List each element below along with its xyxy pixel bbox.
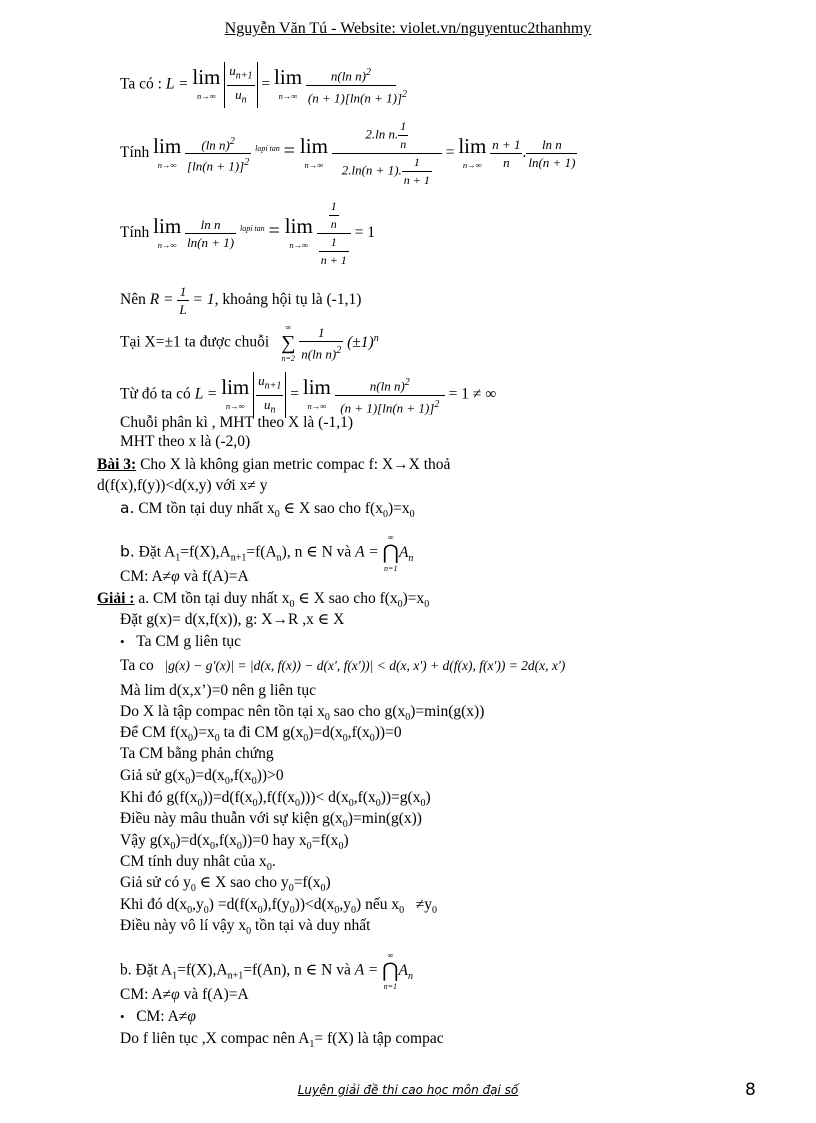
- giai-bullet1: • Ta CM g liên tục: [120, 633, 242, 650]
- text: ,y: [339, 896, 352, 913]
- text: sao cho g(x: [329, 703, 406, 720]
- text: a. CM tồn tại duy nhất x: [134, 590, 290, 607]
- giai-cm: CM: A≠φ và f(A)=A: [120, 986, 249, 1003]
- text: ,f(x: [353, 789, 376, 806]
- text: và f(A)=A: [179, 986, 249, 1003]
- text: Ta co: [120, 657, 154, 674]
- text: =f(An), n: [243, 961, 302, 979]
- text: d(f(x),f(y))<d(x,y) với x: [97, 477, 248, 494]
- giai-a: Giải : a. CM tồn tại duy nhất $x_0$ ∈ X sao cho $f(x_0)=x_0$: [97, 590, 430, 611]
- text: Khi đó d(x: [120, 896, 188, 913]
- text: ,f(x: [229, 767, 252, 784]
- text-chuoi: Chuỗi phân kì , MHT theo X là (-1,1): [120, 414, 354, 431]
- text: Do X là tập compac nên tồn tại x: [120, 703, 325, 720]
- giai-dieunay: Điều này mâu thuẫn với sự kiện $g(x_0)=\min(g(x))$: [120, 810, 422, 831]
- text-mht: MHT theo x là (-2,0): [120, 433, 251, 450]
- text: Để CM f(x: [120, 724, 189, 741]
- text: =f(x: [311, 832, 339, 849]
- giai-b: b. Đặt $A_1=f(X),A_{n+1}=f(An)$, n ∈ N và A = ∞ ⋂ n=1 $A_n$: [120, 951, 413, 991]
- giai-taco: Ta co |g(x) − g'(x)| = |d(x, f(x)) − d(x', f(x'))| < d(x, x') + d(f(x), f(x')) = 2d(x, x'): [120, 657, 566, 674]
- text: N và: [317, 543, 352, 561]
- eq-taco: Ta có : L = lim n→∞ $\frac{u_{n+1}}{u_n}$ = lim n→∞ $\frac{n(\ln n)^2}{(n + 1)[\ln(n + 1)]^2}$: [120, 62, 396, 108]
- text: )))< d(x: [300, 789, 349, 806]
- text: =f(X),A: [177, 961, 228, 979]
- giai-ma: Mà lim d(x,x’)=0 nên g liên tục: [120, 682, 316, 699]
- text: )=min(g(x)): [410, 703, 485, 720]
- bai3-a: a. CM tồn tại duy nhất $x_0$ ∈ X sao cho $f(x_0)=x_0$: [120, 499, 415, 521]
- giai-label: Giải :: [97, 590, 135, 607]
- giai-giasu-y: Giả sử có $y_0$ ∈ X sao cho $y_0=f(x_0)$: [120, 874, 331, 895]
- text: X: [329, 611, 345, 628]
- text: CM: A: [120, 986, 163, 1003]
- giai-bullet2: • CM: A≠φ: [120, 1008, 196, 1025]
- text: Nên: [120, 291, 146, 309]
- page-header: Nguyễn Văn Tú - Website: violet.vn/nguyentuc2thanhmy: [224, 20, 592, 37]
- text: a.: [120, 499, 135, 517]
- text: =f(X),A: [180, 543, 231, 561]
- text: )=x: [387, 500, 410, 517]
- text: CM tính duy nhât của x: [120, 853, 267, 870]
- text: =f(x: [293, 874, 321, 891]
- text: ,f(x: [347, 724, 370, 741]
- giai-phanchung: Ta CM bằng phản chứng: [120, 745, 274, 762]
- text: ) nếu x: [356, 896, 400, 913]
- text: ) =d(f(x: [208, 896, 258, 913]
- giai-duynhat: CM tính duy nhât của $x_0$.: [120, 853, 276, 874]
- page-footer: Luyện giải đề thi cao học môn đại số: [297, 1083, 519, 1097]
- giai-dof: Do f liên tục ,X compac nên $A_1= f(X)$ là tập compac: [120, 1030, 444, 1051]
- giai-voli: Điều này vô lí vậy $x_0$ tồn tại và duy nhất: [120, 917, 371, 938]
- eq-nen: Nên R = $\frac{1}{L}$ = 1, khoảng hội tụ là (-1,1): [120, 284, 362, 317]
- eq-tinh1: Tính lim n→∞ $\frac{(\ln n)^2}{[\ln(n + 1)]^2}$ $^{lopí tan}$ = lim n→∞ 2.ln n. $\frac{1}{n}$ 2.ln(n + 1). $\frac{1}{n + 1}$ = lim n→∞ $\frac{n + 1}{n}$ . $\frac{\text{ln n}}{\ln(n + 1)}$: [120, 119, 576, 187]
- text: b. Đặt A: [120, 961, 173, 979]
- text: .: [271, 853, 276, 870]
- bai3-title: Bài 3: Cho X là không gian metric compac f: X→X thoả: [97, 456, 451, 473]
- text: ))<d(x: [294, 896, 335, 913]
- bai3-condition: d(f(x),f(y))<d(x,y) với x≠ y: [97, 477, 268, 494]
- text: N và: [317, 961, 351, 979]
- text: Điều này vô lí vậy x: [120, 917, 247, 934]
- text: X sao cho f(x: [309, 590, 398, 607]
- text: ))=d(f(x: [202, 789, 253, 806]
- giai-vay: Vậy $g(x_0)=d(x_0,f(x_0))=0$ hay $x_0=f(x_0)$: [120, 832, 349, 853]
- text: R ,x: [288, 611, 314, 628]
- text: Tại X=: [120, 333, 165, 351]
- text: Giả sử g(x: [120, 767, 186, 784]
- text: Từ đó ta có: [120, 385, 191, 403]
- text: )=d(x: [308, 724, 343, 741]
- text: CM tồn tại duy nhất x: [134, 500, 275, 517]
- text: và f(A)=A: [179, 568, 249, 585]
- text: ),f(y: [262, 896, 290, 913]
- text: Đặt g(x)= d(x,f(x)), g: X: [120, 611, 273, 628]
- text: ): [425, 789, 431, 806]
- giai-do: Do X là tập compac nên tồn tại $x_0$ sao cho $g(x_0)=\min(g(x))$: [120, 703, 485, 724]
- text: ta đi CM g(x: [219, 724, 304, 741]
- eq-tai: Tại X=±1 ta được chuỗi ∞ ∑ n=2 $\frac{1}{n(\ln n)^2}$ $(\pm 1)^n$: [120, 323, 379, 363]
- giai-dat: Đặt g(x)= d(x,f(x)), g: X→R ,x ∈ X: [120, 611, 345, 628]
- text: Khi đó g(f(x: [120, 789, 198, 806]
- text: y: [255, 477, 268, 494]
- page-number: 8: [745, 1080, 756, 1100]
- text: Vậy g(x: [120, 832, 171, 849]
- text: ))=0: [374, 724, 402, 741]
- text: CM: A: [136, 1008, 179, 1025]
- text: ,y: [192, 896, 204, 913]
- text: Điều này mâu thuẫn với sự kiện g(x: [120, 810, 343, 827]
- text: )=d(x: [190, 767, 225, 784]
- giai-khido: Khi đó $g(f(x_0))=d(f(x_0),f(f(x_0)))< d(x_0,f(x_0))=g(x_0)$: [120, 789, 431, 810]
- text: X sao cho y: [211, 874, 289, 891]
- text: = f(X) là tập compac: [314, 1030, 444, 1047]
- text: ): [343, 832, 349, 849]
- text: Đặt A: [134, 543, 176, 561]
- giai-giasu: Giả sử $g(x_0)=d(x_0,f(x_0))>0$: [120, 767, 284, 788]
- text: , khoảng hội tụ là (-1,1): [214, 291, 362, 309]
- bai3-label: Bài 3:: [97, 456, 137, 473]
- text: )=x: [402, 590, 425, 607]
- bai3-b: b. Đặt $A_1=f(X),A_{n+1}=f(A_n)$, n ∈ N và A = ∞ ⋂ n=1 $A_n$: [120, 533, 414, 573]
- giai-de: Để CM $f(x_0)=x_0$ ta đi CM $g(x_0)=d(x_0,f(x_0))=0$: [120, 724, 402, 745]
- text: Tính: [120, 144, 150, 162]
- giai-khido-y: Khi đó $d(x_0,y_0) =d(f(x_0),f(y_0))<d(x_0,y_0)$ nếu $x_0 \ne y_0$: [120, 896, 437, 917]
- text: Do f liên tục ,X compac nên A: [120, 1030, 310, 1047]
- text: ta được chuỗi: [184, 333, 270, 351]
- text: CM: A: [120, 568, 163, 585]
- text: =f(A: [246, 543, 277, 561]
- text: b.: [120, 542, 135, 561]
- text: ,f(x: [214, 832, 237, 849]
- text: tồn tại và duy nhất: [251, 917, 371, 934]
- text: y: [424, 896, 432, 913]
- text: ))>0: [256, 767, 284, 784]
- text: ))=0 hay x: [241, 832, 307, 849]
- text: Cho X là không gian metric compac f: X: [136, 456, 394, 473]
- text: ), n: [281, 543, 303, 561]
- eq-tinh2: Tính lim n→∞ $\frac{\text{ln n}}{\ln(n + 1)}$ $^{lopí tan}$ = lim n→∞ $\frac{\frac{1}{n}}{\frac{1}{n + 1}}$ = 1: [120, 199, 376, 267]
- text: Tính: [120, 224, 150, 242]
- text: )=min(g(x)): [347, 810, 422, 827]
- text: X thoả: [408, 456, 451, 473]
- text: Ta có :: [120, 75, 162, 93]
- bai3-cm: CM: A≠φ và f(A)=A: [120, 568, 249, 585]
- eq-tudo: Từ đó ta có L = lim n→∞ $\frac{u_{n+1}}{u_n}$ = lim n→∞ $\frac{n(\ln n)^2}{(n + 1)[\ln(n + 1)]^2}$ = 1 ≠ ∞: [120, 372, 496, 418]
- text: ))=g(x: [380, 789, 421, 806]
- text: ): [325, 874, 331, 891]
- text: Giả sử có y: [120, 874, 191, 891]
- text: X sao cho f(x: [295, 500, 383, 517]
- text: )=x: [193, 724, 215, 741]
- text: Ta CM g liên tục: [136, 633, 242, 650]
- text: ),f(f(x: [257, 789, 295, 806]
- text: )=d(x: [175, 832, 210, 849]
